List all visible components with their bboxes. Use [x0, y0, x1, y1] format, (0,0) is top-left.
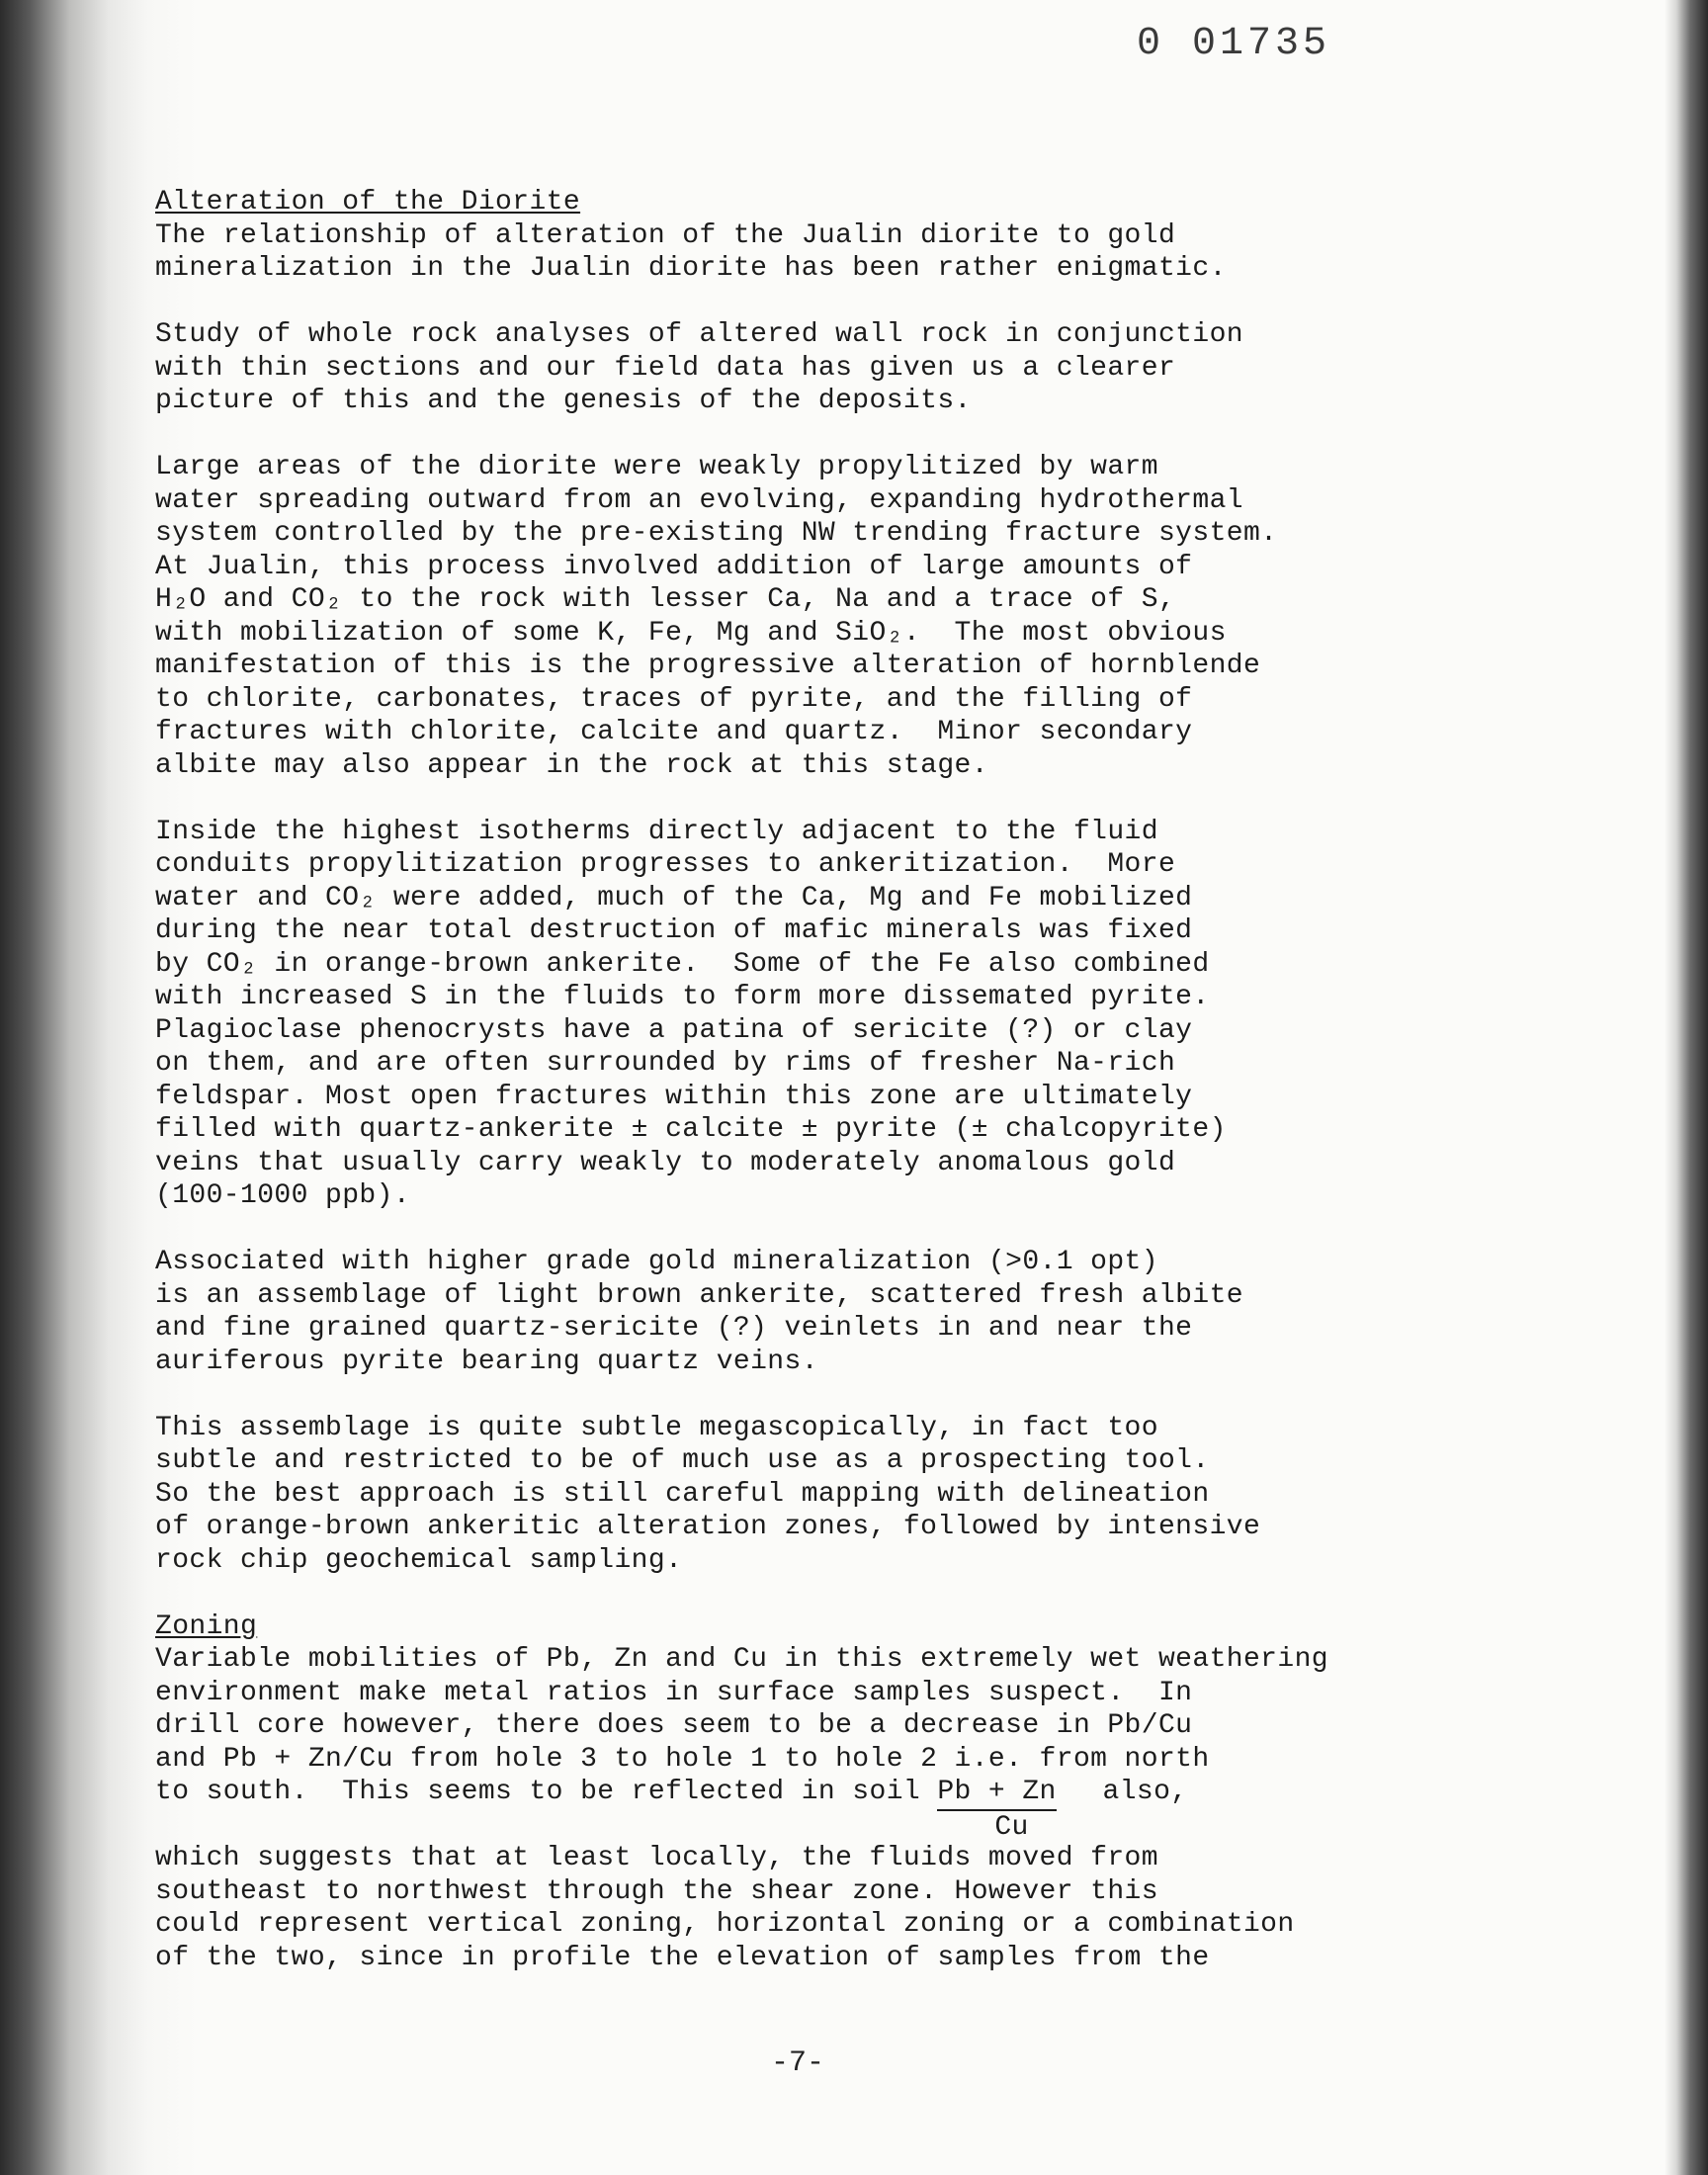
text-line: system controlled by the pre-existing NW trending fracture system.: [155, 518, 1278, 549]
text-line: which suggests that at least locally, the fluids moved from: [155, 1843, 1158, 1873]
text-line: could represent vertical zoning, horizontal zoning or a combination: [155, 1909, 1295, 1940]
text-line: Inside the highest isotherms directly adjacent to the fluid: [155, 816, 1158, 847]
text-line: Variable mobilities of Pb, Zn and Cu in this extremely wet weathering: [155, 1644, 1328, 1675]
text-line: of orange-brown ankeritic alteration zones, followed by intensive: [155, 1512, 1261, 1542]
text-line: and Pb + Zn/Cu from hole 3 to hole 1 to hole 2 i.e. from north: [155, 1743, 1210, 1775]
text-line: by CO₂ in orange-brown ankerite. Some of the Fe also combined: [155, 948, 1210, 980]
text-line: Plagioclase phenocrysts have a patina of sericite (?) or clay: [155, 1014, 1193, 1046]
section-heading-alteration: Alteration of the Diorite: [155, 187, 581, 218]
text-line: auriferous pyrite bearing quartz veins.: [155, 1346, 818, 1377]
fraction-denominator: Cu: [994, 1812, 1029, 1843]
paragraph-prospecting-approach: [155, 1412, 1559, 1578]
document-number: 0 01735: [1137, 22, 1331, 66]
paragraph-alteration-intro: [155, 219, 1559, 286]
text-line: subtle and restricted to be of much use as a prospecting tool.: [155, 1445, 1210, 1476]
text-line: feldspar. Most open fractures within this zone are ultimately: [155, 1081, 1193, 1112]
text-line: The relationship of alteration of the Jualin diorite to gold: [155, 219, 1176, 251]
text-line: environment make metal ratios in surface samples suspect. In: [155, 1677, 1193, 1708]
page-number: -7-: [771, 2046, 825, 2080]
text-line: At Jualin, this process involved addition of large amounts of: [155, 551, 1193, 582]
text-line: on them, and are often surrounded by rims of fresher Na-rich: [155, 1048, 1176, 1079]
text-line: So the best approach is still careful mapping with delineation: [155, 1478, 1210, 1510]
text-line: filled with quartz-ankerite ± calcite ± pyrite (± chalcopyrite): [155, 1114, 1227, 1145]
text-line: with increased S in the fluids to form more dissemated pyrite.: [155, 982, 1210, 1012]
text-line: of the two, since in profile the elevation of samples from the: [155, 1942, 1210, 1973]
paragraph-zoning-part-1: [155, 1643, 1559, 1776]
text-line: with thin sections and our field data has given us a clearer: [155, 352, 1176, 384]
text-line: drill core however, there does seem to be a decrease in Pb/Cu: [155, 1710, 1193, 1741]
text-line: This assemblage is quite subtle megascopically, in fact too: [155, 1412, 1158, 1443]
text-line: conduits propylitization progresses to ankeritization. More: [155, 849, 1176, 880]
paragraph-propylitization: [155, 451, 1559, 782]
text-line: water spreading outward from an evolving, expanding hydrothermal: [155, 484, 1243, 516]
soil-ratio-fraction: [937, 1776, 1085, 1843]
text-line: fractures with chlorite, calcite and quartz. Minor secondary: [155, 717, 1193, 747]
text-line: rock chip geochemical sampling.: [155, 1544, 683, 1576]
text-line: during the near total destruction of mafic minerals was fixed: [155, 915, 1193, 946]
text-line: Large areas of the diorite were weakly propylitized by warm: [155, 452, 1158, 482]
zoning-fraction-line: [155, 1776, 1559, 1843]
text-line: (100-1000 ppb).: [155, 1180, 411, 1211]
page-body: [155, 186, 1559, 1974]
paragraph-whole-rock-study: [155, 318, 1559, 418]
section-heading-zoning: Zoning: [155, 1610, 258, 1642]
page-edge-shadow: [1665, 0, 1708, 2175]
text-line: Associated with higher grade gold mineralization (>0.1 opt): [155, 1247, 1158, 1277]
text-line: water and CO₂ were added, much of the Ca, Mg and Fe mobilized: [155, 882, 1193, 914]
paragraph-zoning-part-2: [155, 1842, 1559, 1974]
text-line: albite may also appear in the rock at this stage.: [155, 749, 988, 781]
text-line: to chlorite, carbonates, traces of pyrite, and the filling of: [155, 683, 1193, 715]
text-line: veins that usually carry weakly to moderately anomalous gold: [155, 1147, 1176, 1178]
paragraph-gold-assemblage: [155, 1246, 1559, 1378]
fraction-numerator: Pb + Zn: [937, 1776, 1056, 1811]
paragraph-ankeritization: [155, 816, 1559, 1213]
text-line: with mobilization of some K, Fe, Mg and SiO₂. The most obvious: [155, 617, 1227, 649]
text-line: and fine grained quartz-sericite (?) veinlets in and near the: [155, 1313, 1193, 1344]
text-line: mineralization in the Jualin diorite has been rather enigmatic.: [155, 253, 1227, 284]
text-line: manifestation of this is the progressive alteration of hornblende: [155, 651, 1261, 681]
fraction-line-prefix: to south. This seems to be reflected in soil: [155, 1777, 938, 1807]
fraction-line-suffix: also,: [1085, 1777, 1188, 1807]
text-line: H₂O and CO₂ to the rock with lesser Ca, Na and a trace of S,: [155, 584, 1176, 615]
text-line: southeast to northwest through the shear zone. However this: [155, 1875, 1158, 1907]
text-line: picture of this and the genesis of the deposits.: [155, 386, 972, 416]
text-line: is an assemblage of light brown ankerite, scattered fresh albite: [155, 1279, 1243, 1311]
text-line: Study of whole rock analyses of altered wall rock in conjunction: [155, 319, 1243, 350]
